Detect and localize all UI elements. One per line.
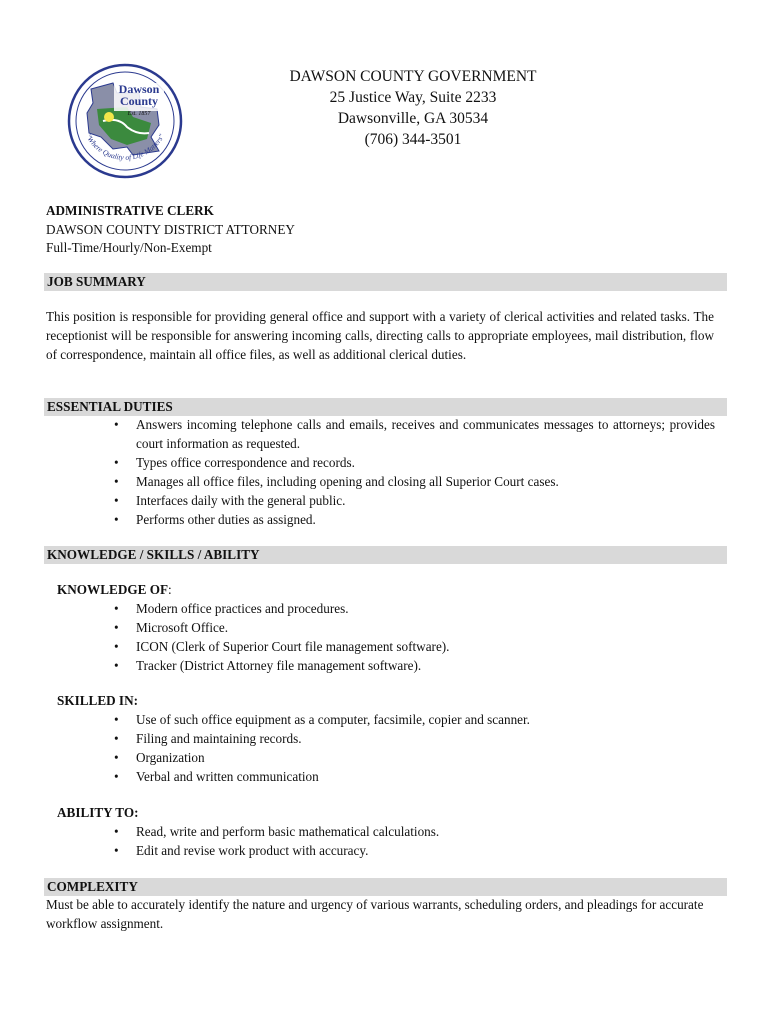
- seal-name-line1: Dawson: [118, 82, 160, 96]
- list-item: • Filing and maintaining records.: [111, 730, 715, 749]
- seal-motto: "Where Quality of Life Matters": [84, 132, 166, 162]
- skilled-heading: SKILLED IN:: [57, 693, 138, 708]
- header-line3: Dawsonville, GA 30534: [337, 110, 489, 127]
- complexity-heading: COMPLEXITY: [44, 878, 727, 896]
- list-item: • Edit and revise work product with accuracy.: [111, 842, 715, 861]
- essential-duties-heading: ESSENTIAL DUTIES: [44, 398, 727, 416]
- list-item: • ICON (Clerk of Superior Court file management software).: [111, 638, 715, 657]
- job-title: ADMINISTRATIVE CLERK: [46, 203, 214, 218]
- knowledge-list: [111, 600, 715, 676]
- list-item: • Use of such office equipment as a computer, facsimile, copier and scanner.: [111, 711, 715, 730]
- ability-heading: ABILITY TO:: [57, 805, 139, 820]
- ksa-heading: KNOWLEDGE / SKILLS / ABILITY: [44, 546, 727, 564]
- list-item: • Interfaces daily with the general public.: [111, 492, 715, 511]
- list-item: • Modern office practices and procedures.: [111, 600, 715, 619]
- list-item: • Manages all office files, including opening and closing all Superior Court cases.: [111, 473, 715, 492]
- job-summary-heading: JOB SUMMARY: [44, 273, 727, 291]
- job-title-block: [46, 202, 295, 258]
- organization-header: [205, 66, 621, 150]
- list-item: • Organization: [111, 749, 715, 768]
- knowledge-heading: [57, 581, 172, 599]
- header-line2: 25 Justice Way, Suite 2233: [329, 89, 497, 106]
- job-type: Full-Time/Hourly/Non-Exempt: [46, 240, 212, 255]
- seal-name-line2: County: [119, 94, 159, 108]
- list-item: • Tracker (District Attorney file management software).: [111, 657, 715, 676]
- knowledge-heading-colon: :: [168, 582, 172, 597]
- list-item: • Read, write and perform basic mathematical calculations.: [111, 823, 715, 842]
- header-line4: (706) 344-3501: [364, 131, 462, 148]
- dawson-county-seal: [67, 63, 183, 179]
- skilled-list: [111, 711, 715, 787]
- knowledge-heading-text: KNOWLEDGE OF: [57, 582, 169, 597]
- essential-duties-list: [111, 416, 715, 529]
- list-item: • Microsoft Office.: [111, 619, 715, 638]
- list-item: • Types office correspondence and records.: [111, 454, 715, 473]
- job-summary-text: This position is responsible for providing general office and support with a variety of clerical activities and related tasks. The receptionist will be responsible for answering incoming calls, directing calls to appropriate employees, mail distribution, flow of correspondence, maintain all office files, as well as additional clerical duties.: [46, 309, 714, 362]
- complexity-text: Must be able to accurately identify the nature and urgency of various warrants, scheduling orders, and pleadings for accurate workflow assignment.: [46, 897, 704, 931]
- ability-list: [111, 823, 715, 861]
- list-item: • Performs other duties as assigned.: [111, 511, 715, 530]
- list-item: • Answers incoming telephone calls and emails, receives and communicates messages to attorneys; provides court information as requested.: [111, 416, 715, 454]
- seal-established: Est. 1857: [127, 111, 151, 117]
- job-department: DAWSON COUNTY DISTRICT ATTORNEY: [46, 221, 295, 237]
- header-line1: DAWSON COUNTY GOVERNMENT: [289, 68, 537, 85]
- list-item: • Verbal and written communication: [111, 768, 715, 787]
